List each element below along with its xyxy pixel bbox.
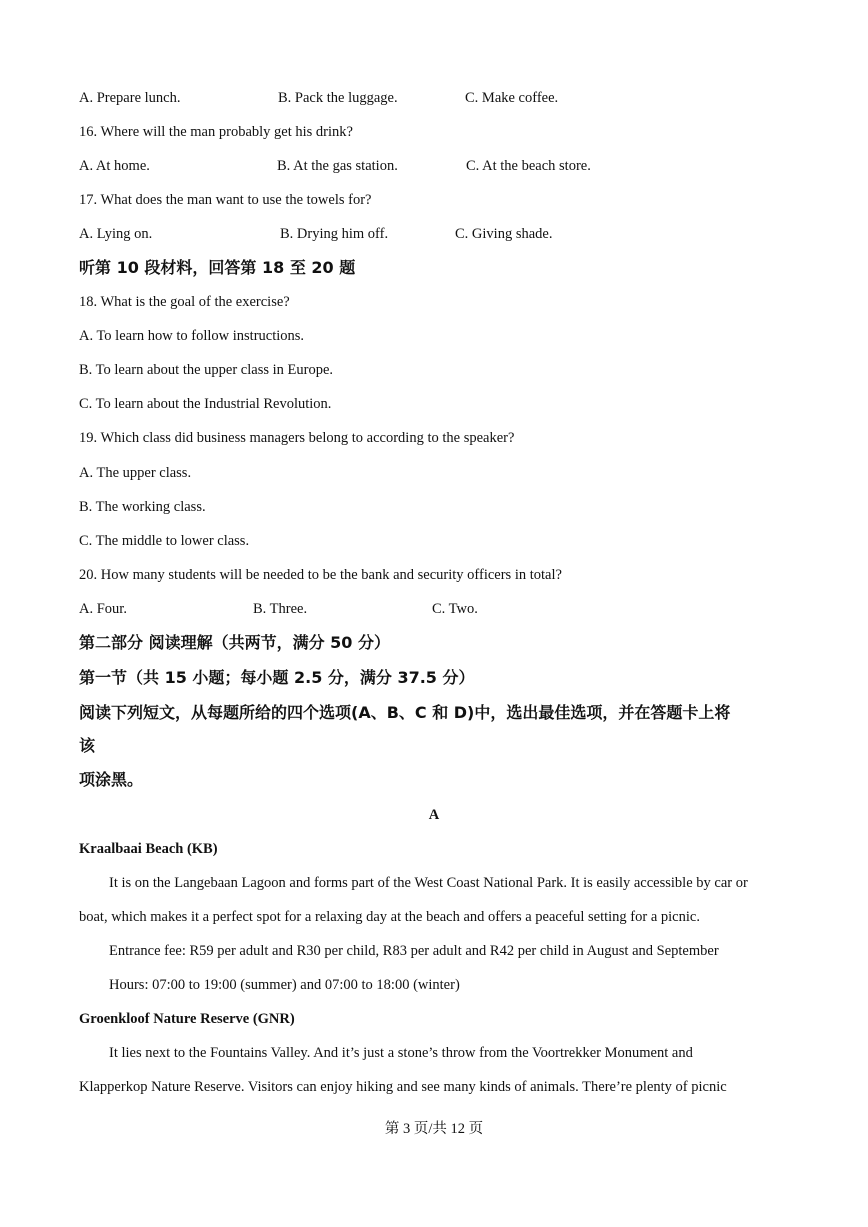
gnr-paragraph-line-2: Klapperkop Nature Reserve. Visitors can enjoy hiking and see many kinds of animals. There’re plenty of picnic bbox=[79, 1079, 727, 1095]
q20-option-c: C. Two. bbox=[432, 601, 478, 617]
q19-option-a: A. The upper class. bbox=[79, 465, 192, 481]
q17-option-c: C. Giving shade. bbox=[455, 226, 553, 242]
q17-option-b: B. Drying him off. bbox=[280, 226, 389, 242]
part-2-heading: 第二部分 阅读理解（共两节，满分 50 分） bbox=[79, 633, 390, 652]
q20-option-b: B. Three. bbox=[253, 601, 308, 617]
q15-option-b: B. Pack the luggage. bbox=[278, 90, 398, 106]
q18-option-c: C. To learn about the Industrial Revolution. bbox=[79, 396, 332, 412]
kb-paragraph-line-1: It is on the Langebaan Lagoon and forms part of the West Coast National Park. It is easily accessible by car or bbox=[109, 875, 748, 891]
q15-option-c: C. Make coffee. bbox=[465, 90, 559, 106]
gnr-title: Groenkloof Nature Reserve (GNR) bbox=[79, 1011, 295, 1027]
instructions-line-1: 阅读下列短文，从每题所给的四个选项(A、B、C 和 D)中，选出最佳选项，并在答题卡上将 bbox=[79, 703, 731, 722]
passage-label: A bbox=[428, 807, 440, 823]
q18-option-a: A. To learn how to follow instructions. bbox=[79, 328, 305, 344]
q20-question: 20. How many students will be needed to be the bank and security officers in total? bbox=[79, 567, 562, 583]
q18-question: 18. What is the goal of the exercise? bbox=[79, 294, 290, 310]
q19-option-b: B. The working class. bbox=[79, 499, 206, 515]
q17-option-a: A. Lying on. bbox=[79, 226, 153, 242]
instructions-line-2: 该 bbox=[79, 736, 96, 755]
q16-option-b: B. At the gas station. bbox=[277, 158, 398, 174]
gnr-paragraph-line-1: It lies next to the Fountains Valley. And it’s just a stone’s throw from the Voortrekker Monument and bbox=[109, 1045, 693, 1061]
section-10-heading: 听第 10 段材料，回答第 18 至 20 题 bbox=[79, 258, 356, 277]
q16-option-c: C. At the beach store. bbox=[466, 158, 591, 174]
section-1-heading: 第一节（共 15 小题；每小题 2.5 分，满分 37.5 分） bbox=[79, 668, 475, 687]
kb-paragraph-line-2: boat, which makes it a perfect spot for a relaxing day at the beach and offers a peaceful setting for a picnic. bbox=[79, 909, 700, 925]
page-footer: 第 3 页/共 12 页 bbox=[384, 1121, 484, 1137]
q17-question: 17. What does the man want to use the towels for? bbox=[79, 192, 372, 208]
q20-option-a: A. Four. bbox=[79, 601, 127, 617]
q15-option-a: A. Prepare lunch. bbox=[79, 90, 181, 106]
q16-option-a: A. At home. bbox=[79, 158, 150, 174]
q19-option-c: C. The middle to lower class. bbox=[79, 533, 250, 549]
kb-entrance-fee: Entrance fee: R59 per adult and R30 per child, R83 per adult and R42 per child in August and September bbox=[109, 943, 719, 959]
q19-question: 19. Which class did business managers belong to according to the speaker? bbox=[79, 430, 515, 446]
q16-question: 16. Where will the man probably get his drink? bbox=[79, 124, 353, 140]
kb-hours: Hours: 07:00 to 19:00 (summer) and 07:00 to 18:00 (winter) bbox=[109, 977, 460, 993]
instructions-line-3: 项涂黑。 bbox=[79, 770, 144, 789]
q18-option-b: B. To learn about the upper class in Europe. bbox=[79, 362, 334, 378]
kb-title: Kraalbaai Beach (KB) bbox=[79, 841, 218, 857]
